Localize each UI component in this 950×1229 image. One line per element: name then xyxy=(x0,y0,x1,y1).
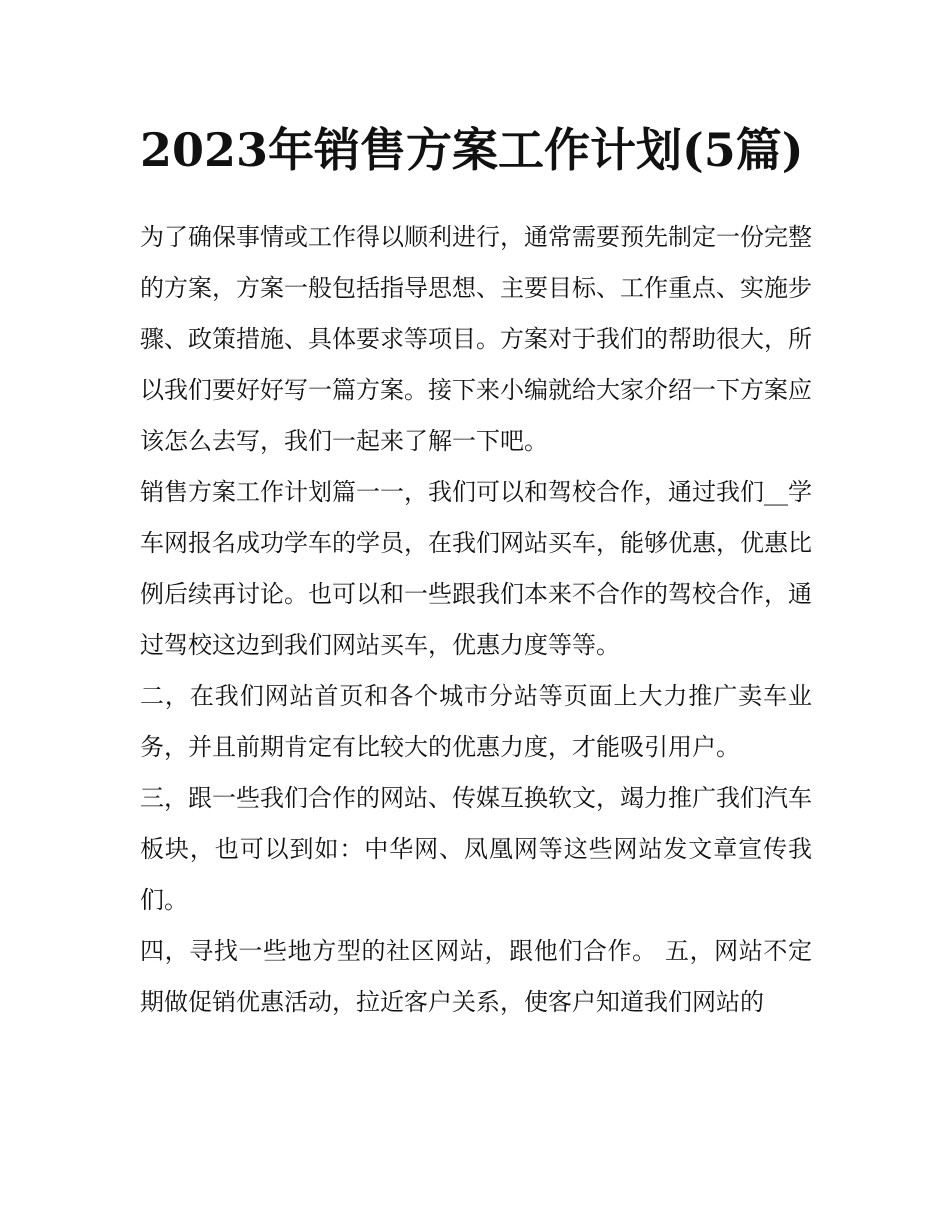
document-title: 2023年销售方案工作计划(5篇) xyxy=(140,123,804,177)
paragraph-section-1: 销售方案工作计划篇一一，我们可以和驾校合作，通过我们__学车网报名成功学车的学员，在我们网站买车，能够优惠，优惠比例后续再讨论。也可以和一些跟我们本来不合作的驾校合作，通过驾校这边到我们网站买车，优惠力度等等。 xyxy=(140,478,812,659)
paragraph-intro: 为了确保事情或工作得以顺利进行，通常需要预先制定一份完整的方案，方案一般包括指导思想、主要目标、工作重点、实施步骤、政策措施、具体要求等项目。方案对于我们的帮助很大，所以我们要好好写一篇方案。接下来小编就给大家介绍一下方案应该怎么去写，我们一起来了解一下吧。 xyxy=(140,223,812,455)
paragraph-section-3: 三，跟一些我们合作的网站、传媒互换软文，竭力推广我们汽车板块，也可以到如：中华网、凤凰网等这些网站发文章宣传我们。 xyxy=(140,784,812,914)
paragraph-section-2: 二，在我们网站首页和各个城市分站等页面上大力推广卖车业务，并且前期肯定有比较大的优惠力度，才能吸引用户。 xyxy=(140,682,812,761)
document-page xyxy=(140,116,812,1028)
document-body xyxy=(140,212,812,1028)
paragraph-section-4: 四，寻找一些地方型的社区网站，跟他们合作。 五，网站不定期做促销优惠活动，拉近客户关系，使客户知道我们网站的 xyxy=(140,937,812,1016)
